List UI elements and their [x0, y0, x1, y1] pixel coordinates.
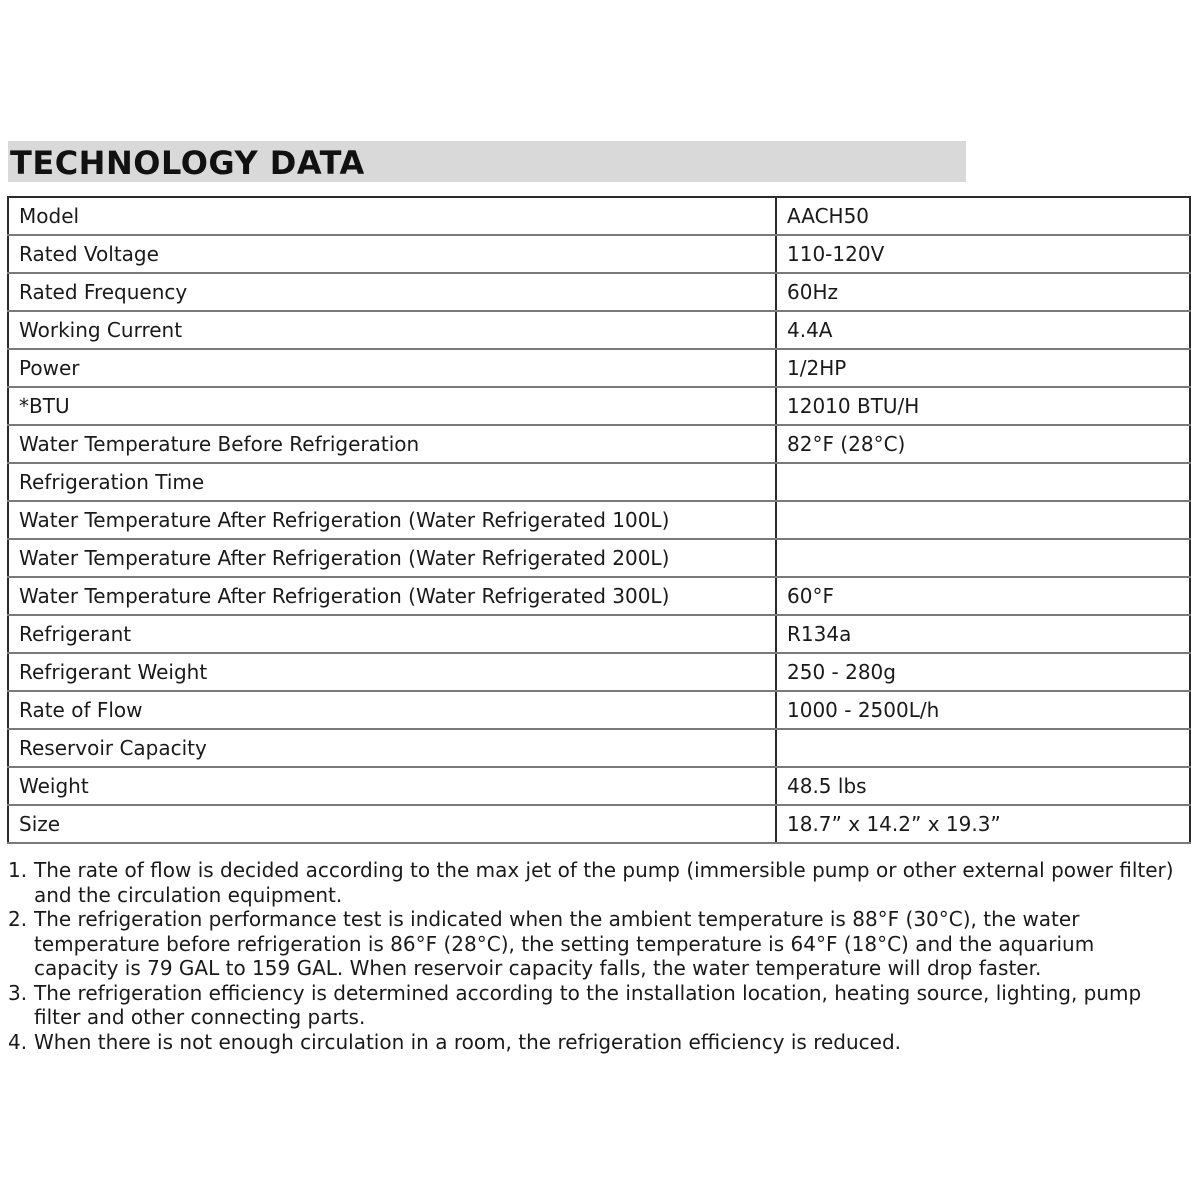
table-row: [8, 691, 1190, 729]
footnote-text: The refrigeration efficiency is determined according to the installation location, heating source, lighting, pump filter and other connecting parts.: [34, 980, 1142, 1029]
spec-label: Water Temperature Before Refrigeration: [8, 425, 776, 463]
table-row: [8, 577, 1190, 615]
spec-label: Refrigeration Time: [8, 463, 776, 501]
table-row: [8, 501, 1190, 539]
table-row: [8, 767, 1190, 805]
spec-value: 4.4A: [776, 311, 1190, 349]
spec-label: Refrigerant Weight: [8, 653, 776, 691]
spec-label: Water Temperature After Refrigeration (Water Refrigerated 300L): [8, 577, 776, 615]
footnote-item: [8, 858, 1178, 907]
page-title: TECHNOLOGY DATA: [10, 144, 365, 182]
footnote-number: 4.: [8, 1029, 28, 1054]
spec-label: Rated Frequency: [8, 273, 776, 311]
table-row: [8, 729, 1190, 767]
spec-value: 60°F: [776, 577, 1190, 615]
table-row: [8, 539, 1190, 577]
spec-label: Size: [8, 805, 776, 843]
spec-value: 1/2HP: [776, 349, 1190, 387]
table-row: [8, 311, 1190, 349]
spec-value: 48.5 lbs: [776, 767, 1190, 805]
spec-value: 110-120V: [776, 235, 1190, 273]
table-row: [8, 653, 1190, 691]
footnote-text: When there is not enough circulation in a room, the refrigeration efficiency is reduced.: [34, 1029, 902, 1054]
table-row: [8, 349, 1190, 387]
footnote-number: 1.: [8, 858, 28, 882]
spec-value: AACH50: [776, 197, 1190, 235]
footnote-number: 2.: [8, 907, 28, 931]
spec-value: 60Hz: [776, 273, 1190, 311]
spec-label: Water Temperature After Refrigeration (Water Refrigerated 100L): [8, 501, 776, 539]
footnotes: [8, 858, 1178, 1054]
spec-value: 1000 - 2500L/h: [776, 691, 1190, 729]
footnote-item: [8, 1030, 1178, 1055]
spec-value: 18.7” x 14.2” x 19.3”: [776, 805, 1190, 843]
footnote-number: 3.: [8, 980, 28, 1005]
footnote-item: [8, 981, 1178, 1030]
spec-value: [776, 539, 1190, 577]
footnote-item: [8, 907, 1178, 981]
footnote-text: The rate of flow is decided according to the max jet of the pump (immersible pump or other external power filter) and the circulation equipment.: [34, 858, 1174, 907]
table-row: [8, 387, 1190, 425]
footnote-text: The refrigeration performance test is indicated when the ambient temperature is 88°F (30°C), the water temperature before refrigeration is 86°F (28°C), the setting temperature is 64°F (18°C) and the aquarium capacity is 79 GAL to 159 GAL. When reservoir capacity falls, the water temperature will drop faster.: [34, 907, 1095, 980]
spec-label: Rate of Flow: [8, 691, 776, 729]
table-row: [8, 425, 1190, 463]
spec-value: [776, 463, 1190, 501]
spec-value: 82°F (28°C): [776, 425, 1190, 463]
spec-label: Working Current: [8, 311, 776, 349]
spec-value: R134a: [776, 615, 1190, 653]
spec-label: Reservoir Capacity: [8, 729, 776, 767]
spec-value: [776, 501, 1190, 539]
spec-label: *BTU: [8, 387, 776, 425]
table-row: [8, 615, 1190, 653]
table-row: [8, 805, 1190, 843]
table-row: [8, 463, 1190, 501]
spec-table: [7, 196, 1191, 844]
table-row: [8, 273, 1190, 311]
spec-label: Power: [8, 349, 776, 387]
spec-label: Refrigerant: [8, 615, 776, 653]
spec-label: Weight: [8, 767, 776, 805]
spec-value: [776, 729, 1190, 767]
spec-value: 12010 BTU/H: [776, 387, 1190, 425]
table-row: [8, 235, 1190, 273]
spec-label: Model: [8, 197, 776, 235]
spec-value: 250 - 280g: [776, 653, 1190, 691]
spec-label: Rated Voltage: [8, 235, 776, 273]
table-row: [8, 197, 1190, 235]
spec-label: Water Temperature After Refrigeration (Water Refrigerated 200L): [8, 539, 776, 577]
